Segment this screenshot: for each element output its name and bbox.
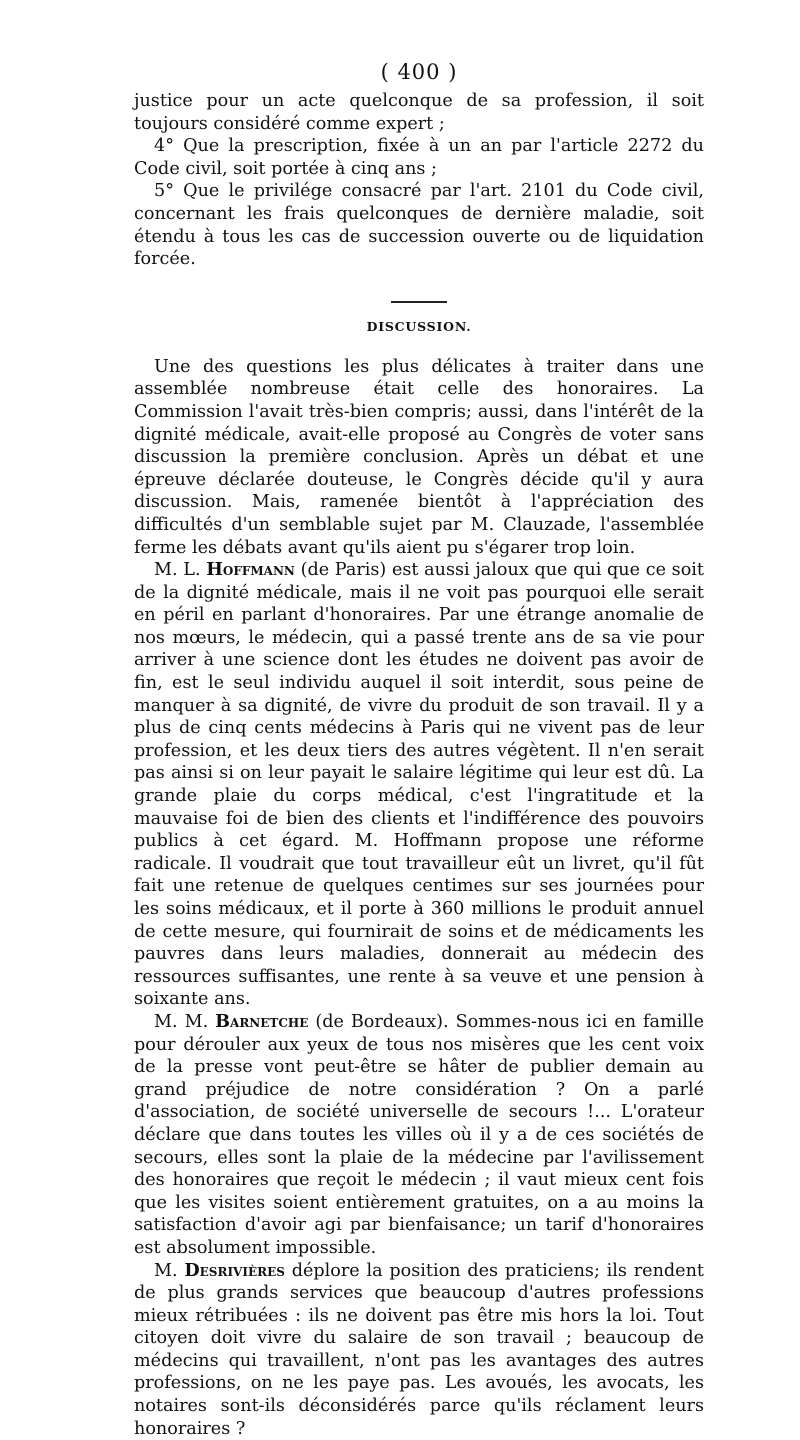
intro-paragraph-3: 5° Que le privilége consacré par l'art. 2101 du Code civil, concernant les frais quelconques de dernière maladie, soit étendu à tous les cas de succession ouverte ou de liquidation forcée. — [134, 180, 704, 270]
speaker-text: (de Paris) est aussi jaloux que qui que ce soit de la dignité médicale, mais il ne voit pas pourquoi elle serait en péril en parlant d'honoraires. Par une étrange anomalie de nos mœurs, le médecin, qui a passé trente ans de sa vie pour arriver à une science dont les études ne doivent pas avoir de fin, est le seul individu auquel il soit interdit, sous peine de manquer à sa dignité, de vivre du produit de son travail. Il y a plus de cinq cents médecins à Paris qui ne vivent pas de leur profession, et les deux tiers des autres végètent. Il n'en serait pas ainsi si on leur payait le salaire légitime qui leur est dû. La grande plaie du corps médical, c'est l'ingratitude et la mauvaise foi de bien des clients et l'indifférence des pouvoirs publics à cet égard. M. Hoffmann propose une réforme radicale. Il voudrait que tout travailleur eût un livret, qu'il fût fait une retenue de quelques centimes sur ses journées pour les soins médicaux, et il porte à 360 millions le produit annuel de cette mesure, qui fournirait de soins et de médicaments les pauvres dans leurs maladies, donnerait au médecin des ressources suffisantes, une rente à sa veuve et une pension à soixante ans. — [134, 560, 704, 1009]
speaker-text: déplore la position des praticiens; ils rendent de plus grands services que beaucoup d'autres professions mieux rétribuées : ils ne doivent pas être mis hors la loi. Tout citoyen doit vivre du salaire de son travail ; beaucoup de médecins qui travaillent, n'ont pas les avantages des autres professions, on ne les paye pas. Les avoués, les avocats, les notaires sont-ils déconsidérés parce qu'ils réclament leurs honoraires ? — [134, 1261, 704, 1439]
speaker-name: Hoffmann — [206, 559, 295, 580]
speaker-prefix: M. M. — [154, 1012, 215, 1032]
speaker-text: (de Bordeaux). Sommes-nous ici en famille pour dérouler aux yeux de tous nos misères que les cent voix de la presse vont peut-être se hâter de publier demain au grand préjudice de notre considération ? On a parlé d'association, de société universelle de secours !... L'orateur déclare que dans toutes les villes où il y a de ces sociétés de secours, elles sont la plaie de la médecine par l'avilissement des honoraires que reçoit le médecin ; il vaut mieux cent fois que les visites soient entièrement gratuites, on a au moins la satisfaction d'avoir agi par bienfaisance; un tarif d'honoraires est absolument impossible. — [134, 1012, 704, 1258]
speaker-prefix: M. L. — [154, 560, 206, 580]
discussion-paragraph-4 — [134, 1260, 704, 1440]
discussion-paragraph-2 — [134, 559, 704, 1011]
section-heading: DISCUSSION. — [134, 319, 704, 334]
section-divider — [391, 301, 447, 303]
speaker-prefix: M. — [154, 1261, 184, 1281]
speaker-name: Barnetche — [215, 1011, 308, 1032]
discussion-paragraph-3 — [134, 1011, 704, 1260]
speaker-name: Desrivières — [184, 1260, 285, 1281]
page-number: ( 400 ) — [134, 60, 704, 84]
intro-paragraph-2: 4° Que la prescription, fixée à un an par l'article 2272 du Code civil, soit portée à cinq ans ; — [134, 135, 704, 180]
intro-paragraph-1: justice pour un acte quelconque de sa profession, il soit toujours considéré comme expert ; — [134, 90, 704, 135]
discussion-paragraph-1: Une des questions les plus délicates à traiter dans une assemblée nombreuse était celle des honoraires. La Commission l'avait très-bien compris; aussi, dans l'intérêt de la dignité médicale, avait-elle proposé au Congrès de voter sans discussion la première conclusion. Après un débat et une épreuve déclarée douteuse, le Congrès décide qu'il y aura discussion. Mais, ramenée bientôt à l'appréciation des difficultés d'un semblable sujet par M. Clauzade, l'assemblée ferme les débats avant qu'ils aient pu s'égarer trop loin. — [134, 356, 704, 559]
